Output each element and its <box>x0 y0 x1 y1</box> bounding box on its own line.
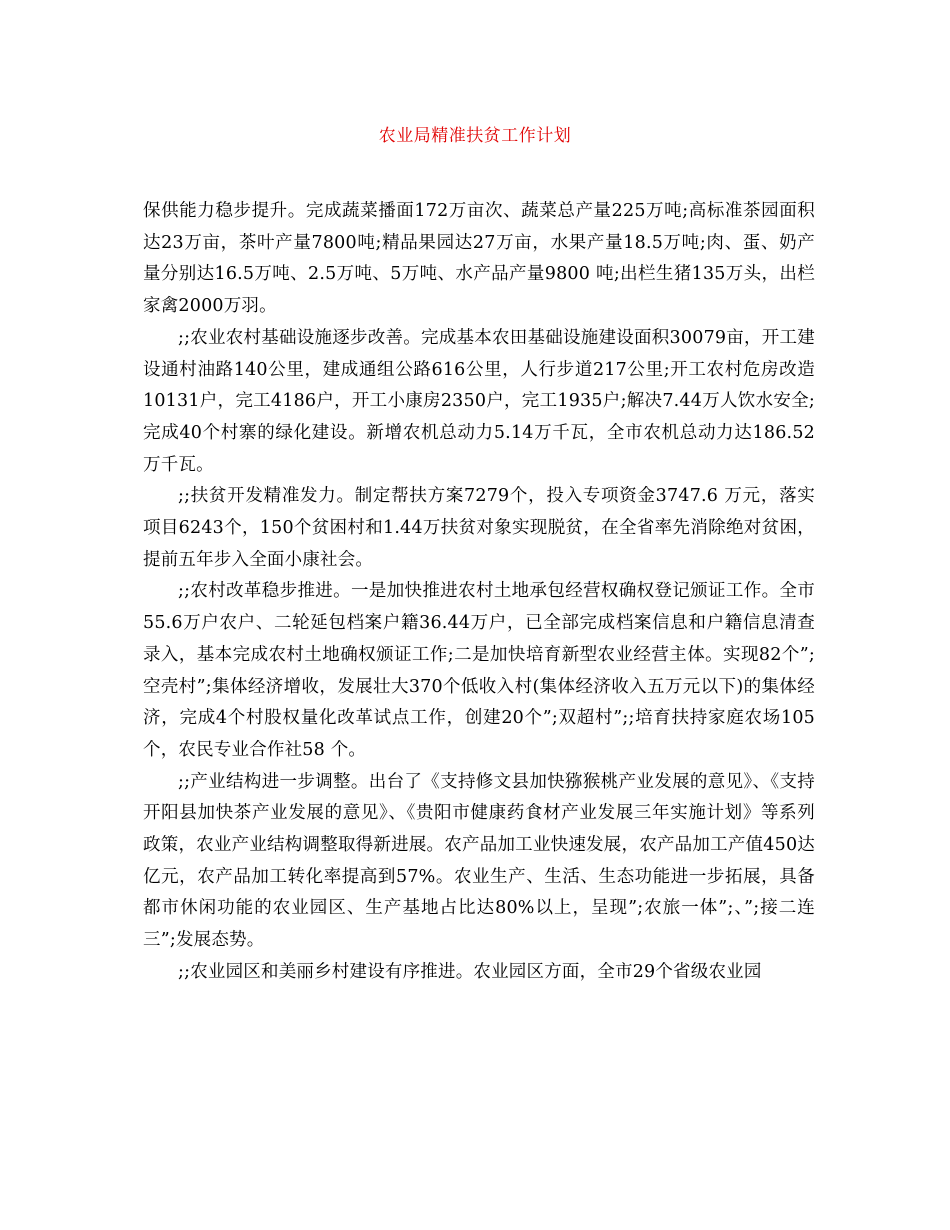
paragraph-supply-capacity: 保供能力稳步提升。完成蔬菜播面172万亩次、蔬菜总产量225万吨;高标准茶园面积达23万亩，茶叶产量7800吨;精品果园达27万亩，水果产量18.5万吨;肉、蛋、奶产量分别达16.5万吨、2.5万吨、5万吨、水产品产量9800 吨;出栏生猪135万头，出栏家禽2000万羽。 <box>143 201 815 317</box>
document-title: 农业局精准扶贫工作计划 <box>378 126 572 146</box>
paragraph-infrastructure: ;;农业农村基础设施逐步改善。完成基本农田基础设施建设面积30079亩，开工建设通村油路140公里，建成通组公路616公里，人行步道217公里;开工农村危房改造10131户，完工4186户，开工小康房2350户，完工1935户;解决7.44万人饮水安全;完成40个村寨的绿化建设。新增农机总动力5.14万千瓦，全市农机总动力达186.52万千瓦。 <box>143 327 815 475</box>
paragraph-poverty-alleviation: ;;扶贫开发精准发力。制定帮扶方案7279个，投入专项资金3747.6 万元，落实项目6243个，150个贫困村和1.44万扶贫对象实现脱贫，在全省率先消除绝对贫困，提前五年步入全面小康社会。 <box>143 486 815 570</box>
paragraph-industry-structure: ;;产业结构进一步调整。出台了《支持修文县加快猕猴桃产业发展的意见》、《支持开阳县加快茶产业发展的意见》、《贵阳市健康药食材产业发展三年实施计划》等系列政策，农业产业结构调整取得新进展。农产品加工业快速发展，农产品加工产值450达亿元，农产品加工转化率提高到57%。农业生产、生活、生态功能进一步拓展，具备都市休闲功能的农业园区、生产基地占比达80%以上，呈现”;农旅一体”;、”;接二连三”;发展态势。 <box>143 771 815 951</box>
paragraph-agricultural-parks: ;;农业园区和美丽乡村建设有序推进。农业园区方面，全市29个省级农业园 <box>178 961 762 982</box>
paragraph-rural-reform: ;;农村改革稳步推进。一是加快推进农村土地承包经营权确权登记颁证工作。全市55.6万户农户、二轮延包档案户籍36.44万户，已全部完成档案信息和户籍信息清查录入，基本完成农村土地确权颁证工作;二是加快培育新型农业经营主体。实现82个”;空壳村”;集体经济增收，发展壮大370个低收入村(集体经济收入五万元以下)的集体经济，完成4个村股权量化改革试点工作，创建20个”;双超村”;;培育扶持家庭农场105 个，农民专业合作社58 个。 <box>143 581 815 760</box>
document-body <box>143 196 815 989</box>
